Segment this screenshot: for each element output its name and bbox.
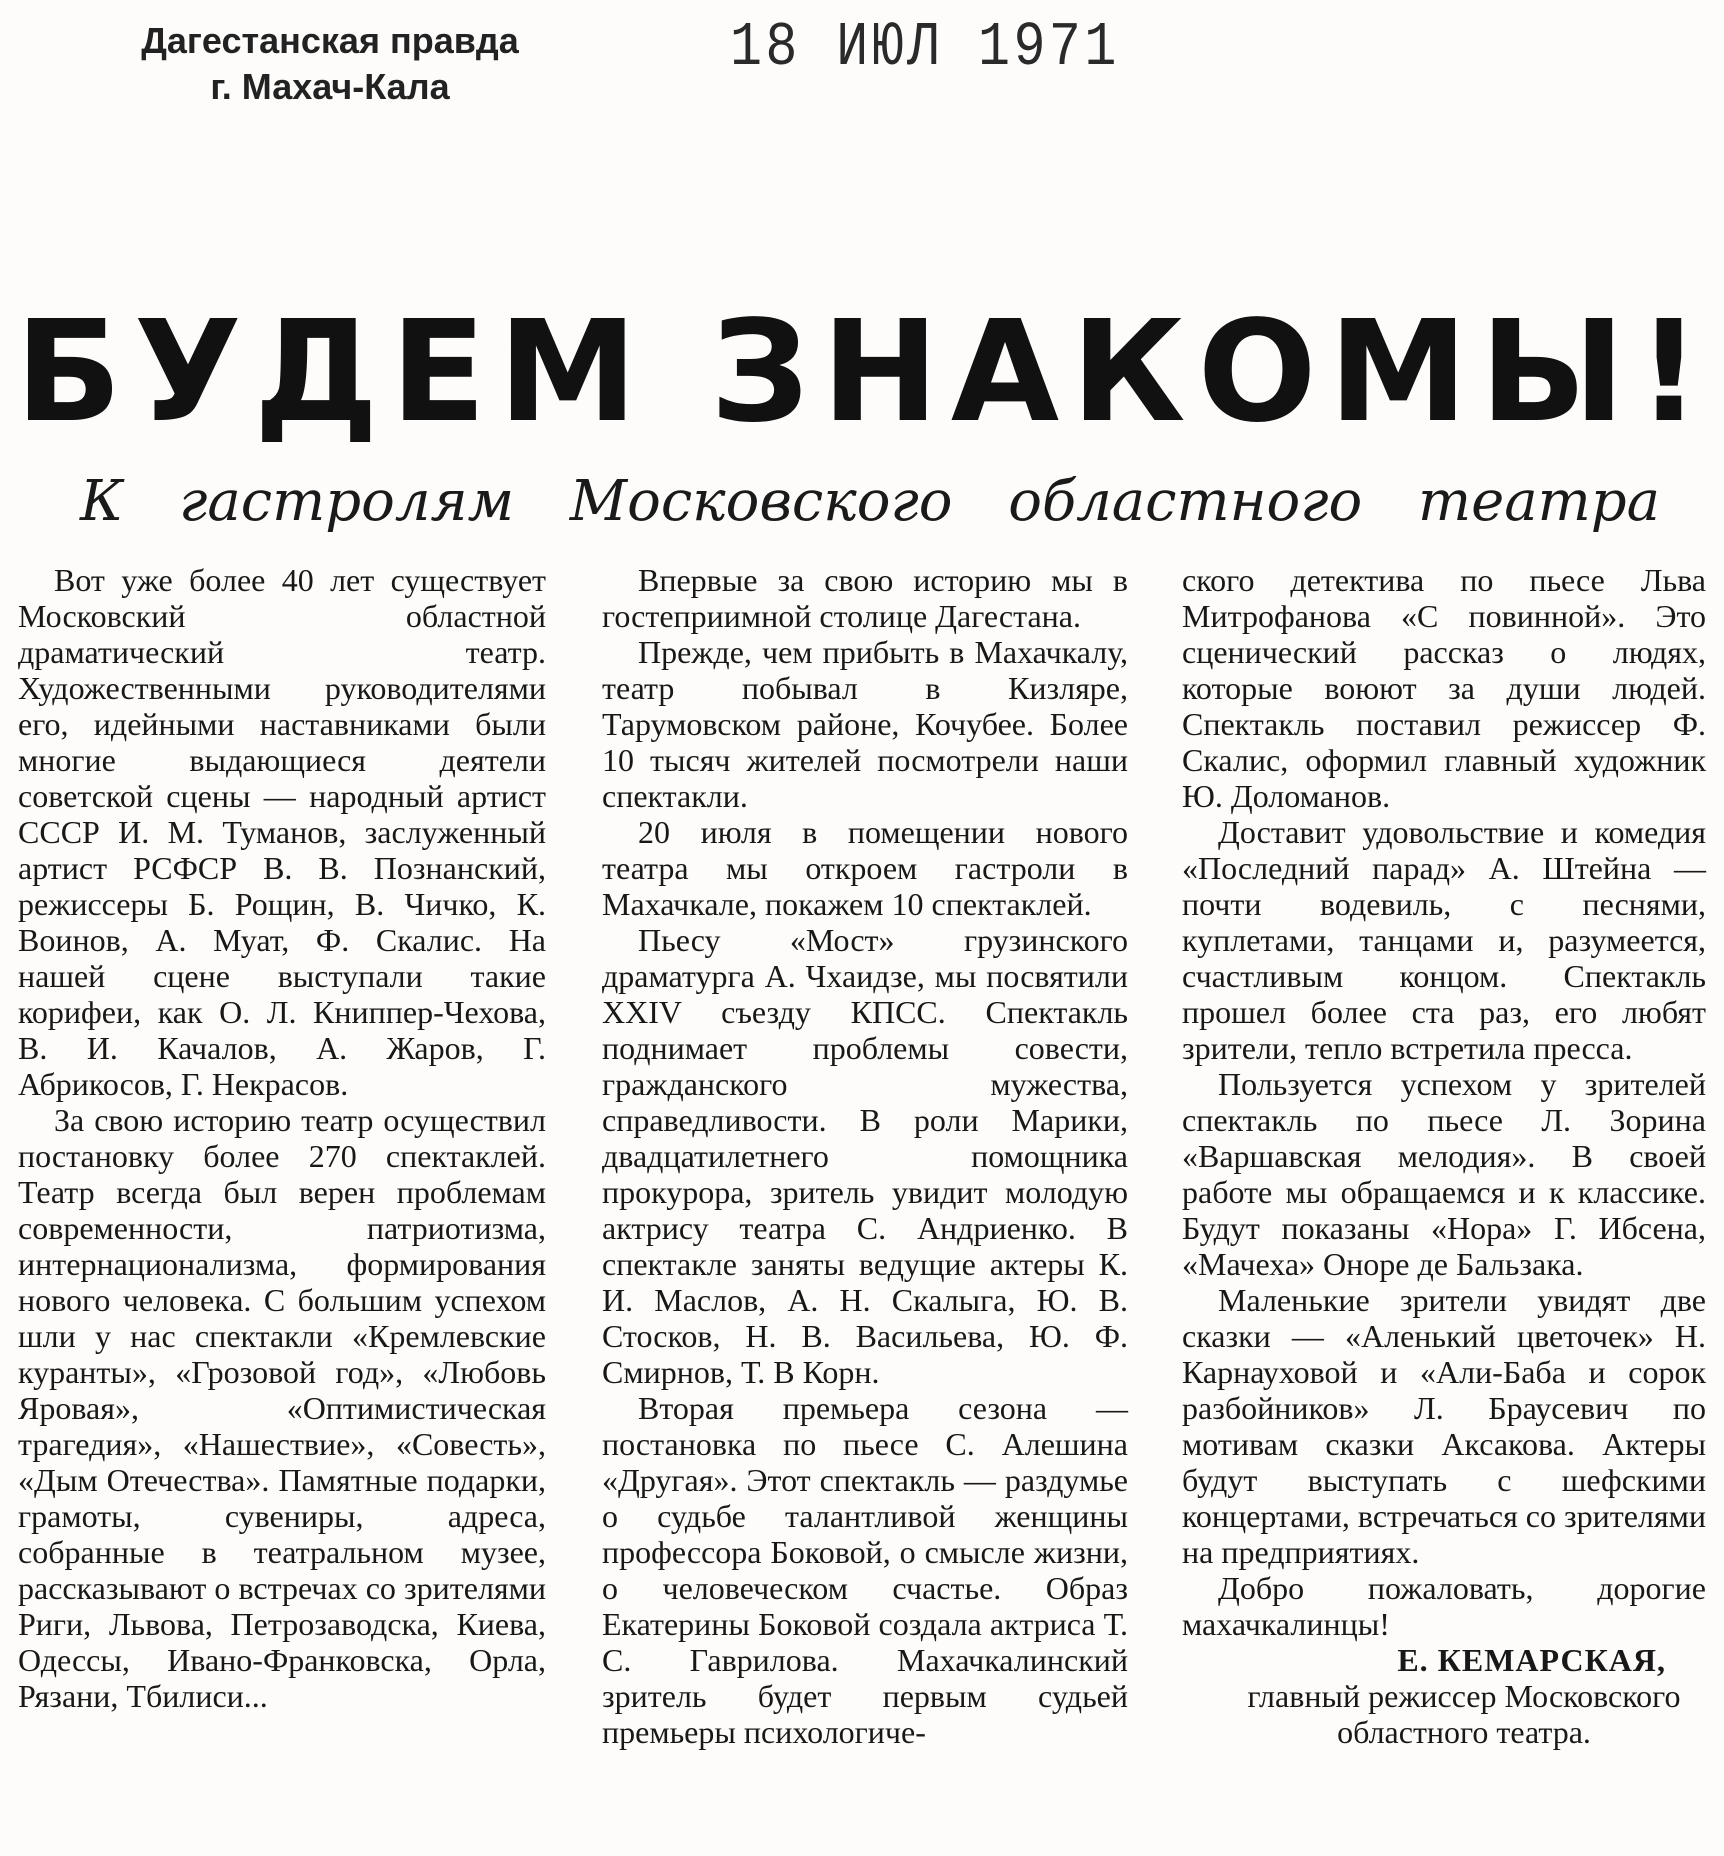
paragraph: Маленькие зрители увидят две сказки — «Аленький цветочек» Н. Карнауховой и «Али-Баба и сорок разбойников» Л. Браусевич по мотивам сказки Аксакова. Актеры будут выступать с шефскими концертами, встречаться со зрителями на предприятиях.	[1182, 1282, 1706, 1570]
paragraph: Доставит удовольствие и комедия «Последний парад» А. Штейна — почти водевиль, с песнями, куплетами, танцами и, разумеется, счастливым концом. Спектакль прошел более ста раз, его любят зрители, тепло встретила пресса.	[1182, 814, 1706, 1066]
paragraph: 20 июля в помещении нового театра мы откроем гастроли в Махачкале, покажем 10 спектаклей.	[602, 814, 1128, 922]
paragraph: ского детектива по пьесе Льва Митрофанова «С повинной». Это сценический рассказ о людях, которые воюют за души людей. Спектакль поставил режиссер Ф. Скалис, оформил главный художник Ю. Доломанов.	[1182, 562, 1706, 814]
paragraph: Добро пожаловать, дорогие махачкалинцы!	[1182, 1570, 1706, 1642]
paragraph: Впервые за свою историю мы в гостеприимной столице Дагестана.	[602, 562, 1128, 634]
author-role: главный режиссер Московского областного театра.	[1247, 1678, 1681, 1750]
city-name: г. Махач-Кала	[210, 66, 450, 107]
article-column-2	[602, 562, 1128, 1750]
article-column-3	[1182, 562, 1706, 1750]
paragraph: Пьесу «Мост» грузинского драматурга А. Чхаидзе, мы посвятили XXIV съезду КПСС. Спектакль поднимает проблемы совести, гражданского мужества, справедливости. В роли Марики, двадцатилетнего помощника прокурора, зритель увидит молодую актрису театра С. Андриенко. В спектакле заняты ведущие актеры К. И. Маслов, А. Н. Скалыга, Ю. В. Стосков, Н. В. Васильева, Ю. Ф. Смирнов, Т. В Корн.	[602, 922, 1128, 1390]
paragraph: Пользуется успехом у зрителей спектакль по пьесе Л. Зорина «Варшавская мелодия». В своей работе мы обращаемся и к классике. Будут показаны «Нора» Г. Ибсена, «Мачеха» Оноре де Бальзака.	[1182, 1066, 1706, 1282]
paragraph: Вот уже более 40 лет существует Московский областной драматический театр. Художественными руководителями его, идейными наставниками были многие выдающиеся деятели советской сцены — народный артист СССР И. М. Туманов, заслуженный артист РСФСР В. В. Познанский, режиссеры Б. Рощин, В. Чичко, К. Воинов, А. Муат, Ф. Скалис. На нашей сцене выступали такие корифеи, как О. Л. Книппер-Чехова, В. И. Качалов, А. Жаров, Г. Абрикосов, Г. Некрасов.	[18, 562, 546, 1102]
article-column-1	[18, 562, 546, 1714]
headline: БУДЕМ ЗНАКОМЫ!	[15, 291, 1713, 454]
source-label	[70, 18, 590, 110]
author-signature: Е. КЕМАРСКАЯ,	[1397, 1642, 1666, 1678]
paragraph: Вторая премьера сезона — постановка по пьесе С. Алешина «Другая». Этот спектакль — раздумье о судьбе талантливой женщины профессора Боковой, о смысле жизни, о человеческом счастье. Образ Екатерины Боковой создала актриса Т. С. Гаврилова. Махачкалинский зритель будет первым судьей премьеры психологиче-	[602, 1390, 1128, 1750]
subtitle: К гастролям Московского областного театра	[80, 469, 1660, 534]
paragraph: За свою историю театр осуществил постановку более 270 спектаклей. Театр всегда был верен проблемам современности, патриотизма, интернационализма, формирования нового человека. С большим успехом шли у нас спектакли «Кремлевские куранты», «Грозовой год», «Любовь Яровая», «Оптимистическая трагедия», «Нашествие», «Совесть», «Дым Отечества». Памятные подарки, грамоты, сувениры, адреса, собранные в театральном музее, рассказывают о встречах со зрителями Риги, Львова, Петрозаводска, Киева, Одессы, Ивано-Франковска, Орла, Рязани, Тбилиси...	[18, 1102, 546, 1714]
date-stamp: 18 ИЮЛ 1971	[730, 12, 1120, 83]
paragraph: Прежде, чем прибыть в Махачкалу, театр побывал в Кизляре, Тарумовском районе, Кочубее. Более 10 тысяч жителей посмотрели наши спектакли.	[602, 634, 1128, 814]
newspaper-name: Дагестанская правда	[141, 20, 519, 61]
